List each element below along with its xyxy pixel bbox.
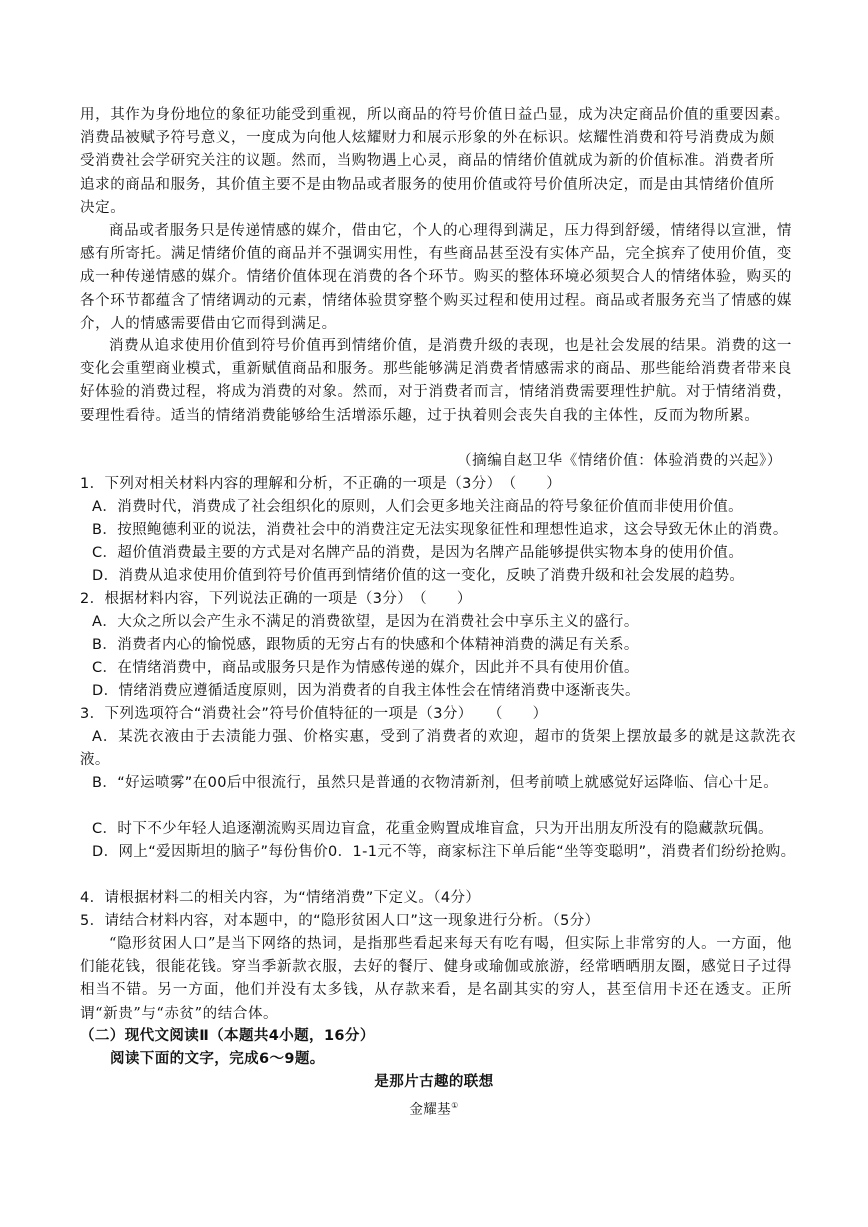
- paragraph-text: 消费从追求使用价值到符号价值再到情绪价值，是消费升级的表现，也是社会发展的结果。消费的这一变化会重塑商业模式，重新赋值商品和服务。那些能够满足消费者情感需求的商品、那些能给消费者带来良好体验的消费过程，将成为消费的对象。然而，对于消费者而言，情绪消费需要理性护航。对于情绪消费，要理性看待。适当的情绪消费能够给生活增添乐趣，过于执着则会丧失自我的主体性，反而为物所累。: [80, 338, 792, 424]
- material-paragraph-2: [80, 220, 792, 336]
- material-paragraph-3: [80, 335, 792, 428]
- question-3-option-d: D．网上“爱因斯坦的脑子”每份售价0．1-1元不等，商家标注下单后能“坐等变聪明”，消费者们纷纷抢购。: [92, 844, 796, 860]
- question-2-option-a: A．大众之所以会产生永不满足的消费欲望，是因为在消费社会中享乐主义的盛行。: [92, 614, 639, 630]
- paragraph-line: 追求的商品和服务，其价值主要不是由物品或者服务的使用价值或符号价值所决定，而是由其情绪价值所: [80, 176, 775, 193]
- question-2-option-b: B．消费者内心的愉悦感，跟物质的无穷占有的快感和个体精神消费的满足有关系。: [92, 637, 639, 653]
- question-text: 2．根据材料内容，下列说法正确的一项是（3分）: [80, 591, 413, 607]
- author-name: 金耀基: [409, 1101, 452, 1118]
- article-title: 是那片古趣的联想: [374, 1074, 494, 1090]
- paragraph-line: 消费品被赋予符号意义，一度成为向他人炫耀财力和展示形象的外在标识。炫耀性消费和符号消费成为颇: [80, 130, 775, 147]
- article-author: [0, 1094, 868, 1122]
- question-1-option-b: B．按照鲍德利亚的说法，消费社会中的消费注定无法实现象征性和理想性追求，这会导致无休止的消费。: [92, 522, 788, 538]
- question-2-option-c: C．在情绪消费中，商品或服务只是作为情感传递的媒介，因此并不具有使用价值。: [92, 660, 639, 676]
- question-3-option-c: C．时下不少年轻人追逐潮流购买周边盲盒，花重金购置成堆盲盒，只为开出朋友所没有的隐藏款玩偶。: [92, 821, 774, 837]
- question-4-stem: 4．请根据材料二的相关内容，为“情绪消费”下定义。（4分）: [80, 890, 481, 906]
- question-3-option-b: B．“好运喷雾”在00后中很流行，虽然只是普通的衣物清新剂，但考前喷上就感觉好运降临、信心十足。: [92, 775, 779, 791]
- material-paragraph-1: [80, 104, 792, 220]
- footnote-marker: ①: [451, 1101, 459, 1110]
- question-5-passage: [80, 933, 792, 1026]
- question-1-stem: [80, 473, 796, 496]
- question-2-stem: [80, 588, 796, 611]
- paragraph-text: 商品或者服务只是传递情感的媒介，借由它，个人的心理得到满足，压力得到舒缓，情绪得以宣泄，情感有所寄托。满足情绪价值的商品并不强调实用性，有些商品甚至没有实体产品，完全摈弃了使用价值，变成一种传递情感的媒介。情绪价值体现在消费的各个环节。购买的整体环境必须契合人的情绪体验，购买的各个环节都蕴含了情绪调动的元素，情绪体验贯穿整个购买过程和使用过程。商品或者服务充当了情感的媒介，人的情感需要借由它而得到满足。: [80, 223, 792, 332]
- answer-blank: （ ）: [501, 476, 562, 492]
- question-3-option-a: A．某洗衣液由于去渍能力强、价格实惠，受到了消费者的欢迎，超市的货架上摆放最多的就是这款洗衣液。: [80, 729, 796, 769]
- source-citation: [80, 450, 782, 473]
- section-instruction: 阅读下面的文字，完成6～9题。: [110, 1051, 325, 1067]
- question-1-option-d: D．消费从追求使用价值到符号价值再到情绪价值的这一变化，反映了消费升级和社会发展的趋势。: [92, 568, 745, 584]
- question-text: 3．下列选项符合“消费社会”符号价值特征的一项是（3分）: [80, 706, 473, 722]
- question-5-stem: 5．请结合材料内容，对本题中，的“隐形贫困人口”这一现象进行分析。（5分）: [80, 913, 600, 929]
- paragraph-line: 受消费社会学研究关注的议题。然而，当购物遇上心灵，商品的情绪价值就成为新的价值标准。消费者所: [80, 153, 775, 170]
- paragraph-line: 用，其作为身份地位的象征功能受到重视，所以商品的符号价值日益凸显，成为决定商品价值的重要因素。: [80, 107, 790, 123]
- question-1-option-c: C．超价值消费最主要的方式是对名牌产品的消费，是因为名牌产品能够提供实物本身的使用价值。: [92, 545, 744, 561]
- answer-blank: （ ）: [412, 591, 472, 607]
- question-text: 1．下列对相关材料内容的理解和分析，不正确的一项是（3分）: [80, 476, 502, 492]
- paragraph-text: “隐形贫困人口”是当下网络的热词，是指那些看起来每天有吃有喝，但实际上非常穷的人。一方面，他们能花钱，很能花钱。穿当季新款衣服，去好的餐厅、健身或瑜伽或旅游，经常晒晒朋友圈，感觉日子过得相当不错。另一方面，他们并没有太多钱，从存款来看，是名副其实的穷人，甚至信用卡还在透支。正所谓“新贵”与“赤贫”的结合体。: [80, 936, 792, 1022]
- source-text: （摘编自赵卫华《情绪价值：体验消费的兴起》）: [457, 453, 782, 469]
- paragraph-line: 决定。: [80, 199, 126, 216]
- question-3-stem: [80, 703, 796, 726]
- question-1-option-a: A．消费时代，消费成了社会组织化的原则，人们会更多地关注商品的符号象征价值而非使用价值。: [92, 499, 744, 515]
- section-heading: （二）现代文阅读Ⅱ（本题共4小题，16分）: [80, 1028, 375, 1044]
- answer-blank: （ ）: [487, 706, 548, 722]
- question-2-option-d: D．情绪消费应遵循适度原则，因为消费者的自我主体性会在情绪消费中逐渐丧失。: [92, 683, 640, 699]
